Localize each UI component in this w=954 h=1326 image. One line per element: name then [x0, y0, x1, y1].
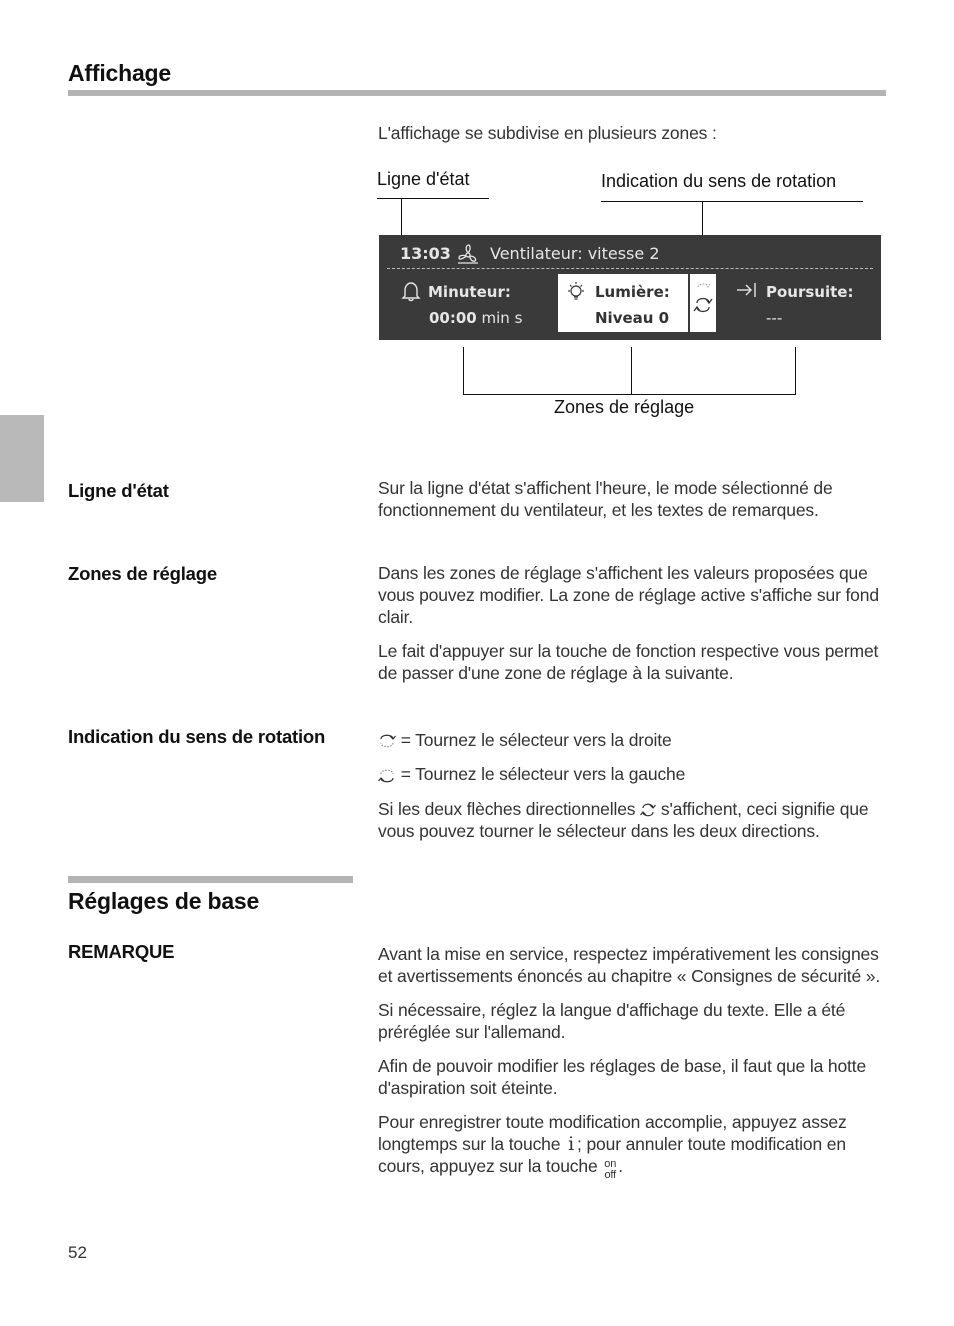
chapter-tab	[0, 415, 44, 502]
status-separator	[387, 268, 873, 269]
heading-status-line: Ligne d'état	[68, 480, 169, 501]
paragraph: Le fait d'appuyer sur la touche de fonction respective vous permet de passer d'une zone de réglage à la suivante.	[378, 641, 879, 683]
both-arrows-pre: Si les deux flèches directionnelles	[378, 798, 636, 819]
fan-icon	[456, 243, 480, 265]
status-line-text	[378, 477, 888, 533]
display-panel	[379, 235, 881, 340]
zones-leader-right	[795, 347, 796, 395]
paragraph: Si nécessaire, réglez la langue d'affichage du texte. Elle a été préréglée sur l'allemand.	[378, 1000, 846, 1042]
callout-underline	[377, 198, 489, 199]
light-value: Niveau 0	[595, 309, 670, 327]
timer-value: 00:00	[429, 309, 477, 327]
info-key-icon: i	[568, 1133, 575, 1155]
section-title-reglages: Réglages de base	[68, 888, 260, 914]
paragraph: Dans les zones de réglage s'affichent les valeurs proposées que vous pouvez modifier. La zone de réglage active s'affiche sur fond clair.	[378, 563, 879, 627]
both-arrows-post: s'affichent, ceci signifie que vous pouvez tourner le sélecteur dans les deux directions.	[378, 798, 869, 842]
paragraph: Avant la mise en service, respectez impérativement les consignes et avertissements énoncés au chapitre « Consignes de sécurité ».	[378, 944, 881, 986]
rotation-text	[378, 729, 888, 854]
rotate-right-icon	[378, 731, 396, 751]
save-mid-text: ; pour annuler toute modification en cours, appuyez sur la touche	[378, 1134, 846, 1176]
heading-rotation: Indication du sens de rotation	[68, 726, 326, 747]
section-rule	[68, 90, 886, 96]
heading-zones: Zones de réglage	[68, 563, 217, 584]
rotation-indicator	[690, 274, 716, 332]
rotate-left-icon	[378, 766, 396, 786]
rotate-left-text: = Tournez le sélecteur vers la gauche	[400, 764, 686, 785]
zones-leader-mid	[631, 347, 632, 395]
paragraph: Sur la ligne d'état s'affichent l'heure, le mode sélectionné de fonctionnement du ventilateur, et les textes de remarques.	[378, 478, 833, 520]
callout-underline	[601, 201, 863, 202]
zones-text	[378, 562, 888, 696]
continue-label: Poursuite:	[766, 283, 854, 301]
light-label: Lumière:	[595, 283, 670, 301]
callout-status-line: Ligne d'état	[377, 169, 470, 189]
zones-bracket	[463, 394, 796, 395]
callout-rotation: Indication du sens de rotation	[601, 171, 837, 191]
section-title-affichage: Affichage	[68, 60, 171, 86]
rotate-both-icon	[640, 800, 656, 820]
paragraph-save-cancel: Pour enregistrer toute modification accomplie, appuyez assez longtemps sur la touche i ; pour annuler toute modification en cours, appuyez sur la touche on off .	[378, 1112, 847, 1181]
timer-unit: min s	[481, 309, 523, 327]
zones-leader-left	[463, 347, 464, 395]
timer-label: Minuteur:	[428, 283, 511, 301]
on-off-key-icon: on off	[604, 1158, 617, 1181]
bell-icon	[399, 280, 423, 302]
rotation-arrows-icon	[693, 277, 713, 329]
display-fan-text: Ventilateur: vitesse 2	[490, 244, 660, 263]
callout-leader	[401, 198, 402, 235]
note-heading: REMARQUE	[68, 941, 175, 962]
page-number: 52	[68, 1243, 87, 1262]
bulb-icon	[564, 280, 588, 304]
save-pre-text: Pour enregistrer toute modification accomplie, appuyez assez longtemps sur la touche	[378, 1112, 847, 1154]
rotate-right-text: = Tournez le sélecteur vers la droite	[400, 730, 672, 750]
section2-rule	[68, 876, 353, 883]
continue-icon	[735, 280, 759, 300]
light-zone-active[interactable]	[558, 274, 688, 332]
continue-value: ---	[766, 309, 783, 327]
basic-settings-text	[378, 943, 888, 1193]
intro-text: L'affichage se subdivise en plusieurs zones :	[378, 123, 717, 143]
callout-zones: Zones de réglage	[554, 397, 695, 417]
paragraph: Afin de pouvoir modifier les réglages de base, il faut que la hotte d'aspiration soit éteinte.	[378, 1056, 867, 1098]
display-time: 13:03	[400, 244, 451, 263]
